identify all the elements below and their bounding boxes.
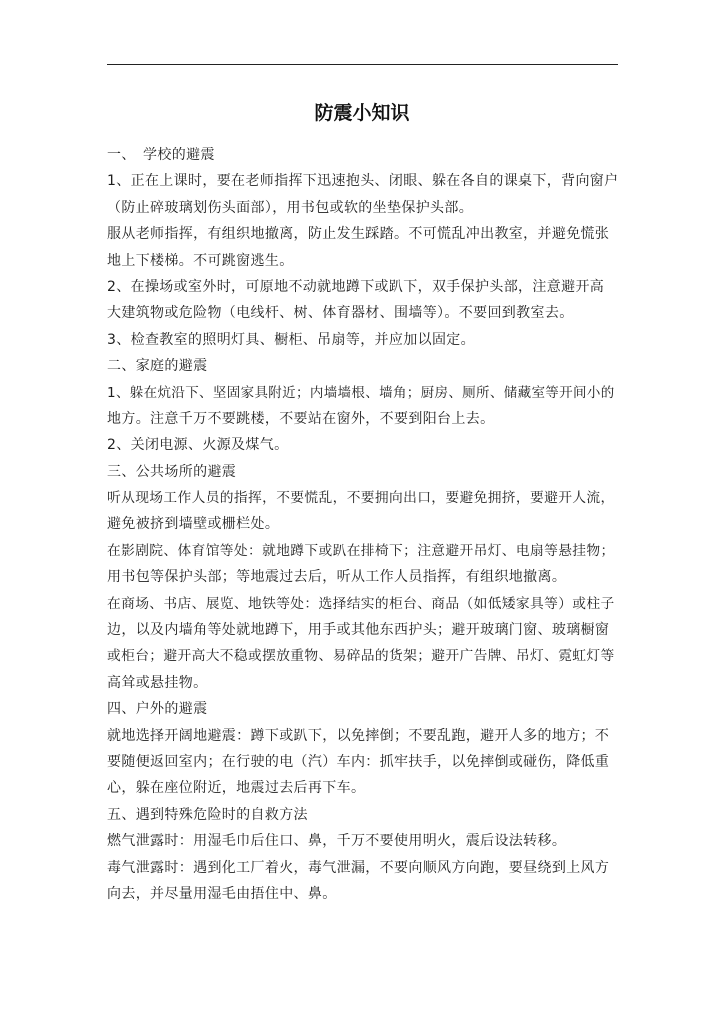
text-line: 避免被挤到墙壁或栅栏处。 <box>107 516 280 533</box>
text-line: 2、在操场或室外时，可原地不动就地蹲下或趴下，双手保护头部，注意避开高 <box>107 278 605 295</box>
text-line: 地上下楼梯。不可跳窗逃生。 <box>107 252 294 269</box>
text-line: （防止碎玻璃划伤头面部），用书包或软的坐垫保护头部。 <box>107 199 474 216</box>
text-line: 用书包等保护头部；等地震过去后，听从工作人员指挥，有组织地撤离。 <box>107 569 567 586</box>
text-line: 就地选择开阔地避震：蹲下或趴下，以免摔倒；不要乱跑，避开人多的地方；不 <box>107 727 610 744</box>
text-line: 3、检查教室的照明灯具、橱柜、吊扇等，并应加以固定。 <box>107 331 476 348</box>
text-line: 一、 学校的避震 <box>107 147 215 163</box>
text-line: 要随便返回室内；在行驶的电（汽）车内：抓牢扶手，以免摔倒或碰伤，降低重 <box>107 753 610 770</box>
text-line: 1、正在上课时，要在老师指挥下迅速抱头、闭眼、躲在各自的课桌下，背向窗户 <box>107 173 619 190</box>
document-body <box>107 142 620 907</box>
text-line: 或柜台；避开高大不稳或摆放重物、易碎品的货架；避开广告牌、吊灯、霓虹灯等 <box>107 648 615 665</box>
text-line: 地方。注意千万不要跳楼，不要站在窗外，不要到阳台上去。 <box>107 410 495 427</box>
text-line: 听从现场工作人员的指挥，不要慌乱，不要拥向出口，要避免拥挤，要避开人流， <box>107 490 615 507</box>
text-line: 三、公共场所的避震 <box>107 463 237 480</box>
text-line: 二、家庭的避震 <box>107 358 208 375</box>
text-line: 大建筑物或危险物（电线杆、树、体育器材、围墙等）。不要回到教室去。 <box>107 305 574 322</box>
text-line: 2、关闭电源、火源及煤气。 <box>107 437 289 454</box>
text-line: 心，躲在座位附近，地震过去后再下车。 <box>107 780 366 797</box>
document-title: 防震小知识 <box>314 102 410 124</box>
text-line: 向去，并尽量用湿毛由捂住中、鼻。 <box>107 885 337 902</box>
text-line: 四、户外的避震 <box>107 701 208 718</box>
text-line: 燃气泄露时：用湿毛巾后住口、鼻，千万不要使用明火，震后设法转移。 <box>107 833 567 850</box>
text-line: 边，以及内墙角等处就地蹲下，用手或其他东西护头；避开玻璃门窗、玻璃橱窗 <box>107 622 610 639</box>
text-line: 服从老师指挥，有组织地撤离，防止发生踩踏。不可慌乱冲出教室，并避免慌张 <box>107 226 610 243</box>
text-line: 五、遇到特殊危险时的自救方法 <box>107 806 308 823</box>
text-line: 毒气泄露时：遇到化工厂着火，毒气泄漏，不要向顺风方向跑，要昼绕到上风方 <box>107 859 610 876</box>
text-line: 1、躲在炕沿下、坚固家具附近；内墙墙根、墙角；厨房、厕所、储藏室等开间小的 <box>107 384 615 401</box>
text-line: 在影剧院、体育馆等处：就地蹲下或趴在排椅下；注意避开吊灯、电扇等悬挂物； <box>107 542 615 559</box>
header-rule <box>107 64 618 65</box>
text-line: 高耸或悬挂物。 <box>107 674 208 691</box>
text-line: 在商场、书店、展览、地铁等处：选择结实的柜台、商品（如低矮家具等）或柱子 <box>107 595 615 612</box>
